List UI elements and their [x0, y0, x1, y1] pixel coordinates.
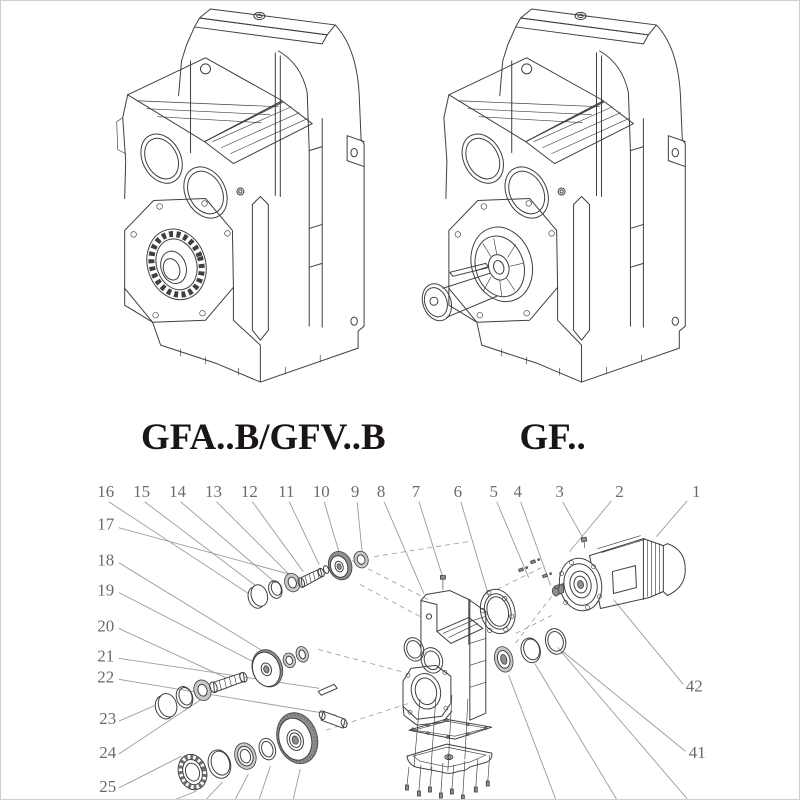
leader-line-42: [613, 600, 683, 685]
truncated-leader-1: [177, 791, 197, 799]
exploded-view: [97, 482, 705, 799]
spacer-ring: [543, 626, 569, 656]
motor-assembly: [518, 536, 685, 615]
callout-label-8: 8: [376, 481, 386, 501]
truncated-leader-3: [235, 774, 248, 799]
output-shaft-assembly: [174, 707, 325, 793]
callout-labels: [97, 482, 705, 796]
leader-line-25: [119, 756, 182, 788]
leader-lines: [109, 501, 688, 799]
leader-line-11: [289, 502, 319, 565]
truncated-leader-2: [206, 782, 222, 799]
truncated-leader-7: [535, 663, 617, 799]
truncated-leader-5: [293, 769, 300, 799]
leader-line-15: [145, 502, 260, 589]
callout-label-6: 6: [453, 481, 463, 501]
callout-label-42: 42: [685, 676, 703, 696]
output-bearing: [492, 645, 516, 675]
callout-label-20: 20: [97, 616, 115, 636]
callout-label-11: 11: [278, 481, 295, 501]
callout-label-18: 18: [97, 550, 115, 570]
callout-label-41: 41: [688, 743, 706, 763]
callout-label-4: 4: [513, 481, 522, 501]
callout-label-19: 19: [97, 580, 115, 600]
gearbox-drawing-gf: [417, 9, 685, 382]
caption-left-model: GFA..B/GFV..B: [141, 415, 386, 457]
leader-line-9: [357, 502, 362, 552]
leader-line-41: [563, 651, 686, 751]
flange-studs: [518, 559, 563, 589]
leader-line-6: [461, 502, 489, 597]
callout-label-22: 22: [97, 667, 115, 687]
technical-diagram: [1, 1, 799, 799]
callout-label-9: 9: [350, 481, 360, 501]
leader-line-7: [419, 502, 443, 578]
gearbox-drawing-gfab-gfvb: [117, 9, 364, 382]
leader-line-5: [497, 502, 529, 578]
callout-label-3: 3: [555, 481, 564, 501]
callout-label-17: 17: [97, 514, 115, 534]
retaining-ring: [518, 636, 543, 665]
callout-label-1: 1: [692, 481, 701, 501]
leader-line-17: [119, 528, 299, 577]
gear-housing: [401, 576, 486, 726]
callout-label-5: 5: [489, 481, 498, 501]
truncated-leader-6: [509, 675, 556, 799]
input-shaft-assembly: [245, 548, 370, 610]
leader-line-10: [324, 502, 339, 553]
construction-lines: [318, 542, 551, 731]
pan-bolts: [405, 755, 489, 799]
leader-line-3: [563, 502, 585, 541]
leader-line-16: [109, 502, 249, 594]
callout-label-14: 14: [169, 481, 187, 501]
leader-line-2: [570, 501, 612, 552]
leader-line-8: [384, 502, 424, 594]
callout-label-21: 21: [97, 646, 115, 666]
callout-label-13: 13: [204, 481, 222, 501]
leader-line-12: [252, 502, 303, 572]
key-part: [318, 684, 337, 695]
callout-label-2: 2: [615, 481, 624, 501]
truncated-leader-8: [558, 647, 688, 799]
caption-right-model: GF..: [519, 415, 586, 457]
leader-line-1: [656, 501, 687, 537]
callout-label-7: 7: [411, 481, 421, 501]
leader-line-4: [521, 502, 551, 586]
callout-label-10: 10: [312, 481, 330, 501]
callout-label-25: 25: [99, 777, 117, 797]
output-cover-flange: [476, 585, 520, 637]
callout-label-24: 24: [99, 743, 117, 763]
leader-line-19: [119, 593, 261, 666]
truncated-leader-4: [259, 766, 270, 799]
vent-plug-bolt: [581, 537, 587, 542]
callout-label-15: 15: [133, 481, 151, 501]
callout-label-12: 12: [240, 481, 258, 501]
callout-label-16: 16: [97, 481, 115, 501]
gasket-and-oil-pan: [405, 695, 491, 799]
callout-label-23: 23: [99, 709, 117, 729]
